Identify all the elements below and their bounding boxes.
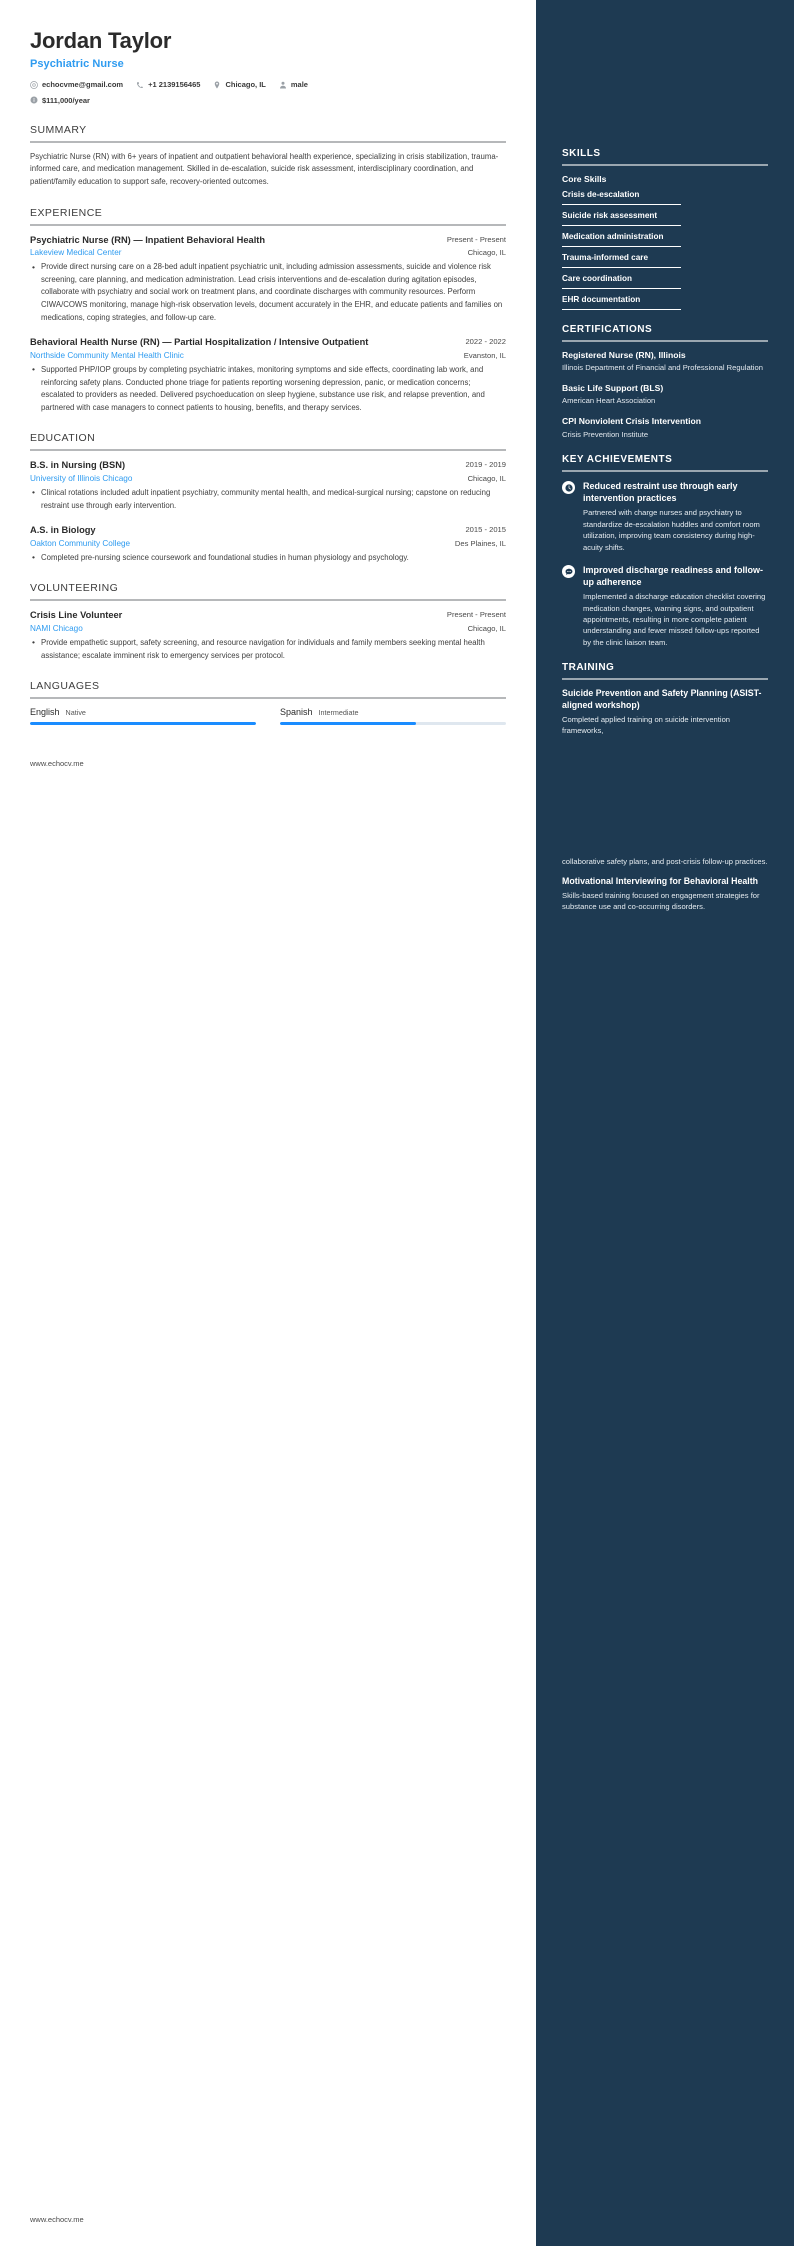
achievement-item bbox=[562, 564, 768, 648]
page-title: Jordan Taylor bbox=[30, 28, 172, 53]
achievement-item bbox=[562, 480, 768, 553]
list-item: • Provide empathetic support, safety screening, and resource navigation for individuals and family members seeking mental health assistance; escalate imminent risk to emergency services per protocol. bbox=[41, 637, 506, 662]
education-location: Chicago, IL bbox=[467, 473, 506, 483]
volunteering-organization[interactable]: NAMI Chicago bbox=[30, 623, 83, 633]
education-school[interactable]: University of Illinois Chicago bbox=[30, 473, 133, 483]
contact-email-text: echocvme@gmail.com bbox=[42, 80, 124, 90]
experience-bullets bbox=[30, 261, 506, 324]
training-item bbox=[562, 688, 768, 736]
achievement-description: Implemented a discharge education checklist covering medication changes, warning signs, and outpatient appointments, resulting in more complete patient understanding and fewer missed follow-ups reported by the clinic liaison team. bbox=[583, 592, 766, 647]
experience-entry bbox=[30, 336, 506, 414]
language-level: Intermediate bbox=[318, 708, 359, 718]
contact-phone-text: +1 2139156465 bbox=[148, 80, 201, 90]
page-break-spacer bbox=[562, 744, 768, 856]
education-entry bbox=[30, 524, 506, 564]
list-item: • Clinical rotations included adult inpatient psychiatry, community mental health, and medical-surgical nursing; capstone on reducing restraint use through early intervention. bbox=[41, 487, 506, 512]
volunteering-role: Crisis Line Volunteer bbox=[30, 610, 123, 621]
contact-location-text: Chicago, IL bbox=[225, 80, 266, 90]
language-name: English bbox=[30, 707, 60, 718]
divider bbox=[30, 599, 506, 601]
training-item bbox=[562, 876, 768, 913]
skill-item: Trauma-informed care bbox=[562, 253, 681, 268]
location-pin-icon bbox=[213, 81, 221, 89]
sidebar-section-certifications bbox=[562, 324, 768, 440]
section-summary bbox=[30, 124, 506, 189]
education-dates: 2015 - 2015 bbox=[465, 525, 506, 535]
job-headline: Psychiatric Nurse bbox=[30, 58, 124, 71]
education-degree: B.S. in Nursing (BSN) bbox=[30, 460, 126, 471]
training-heading: TRAINING bbox=[562, 662, 615, 674]
language-item bbox=[30, 707, 256, 725]
chat-bubble-icon bbox=[562, 565, 575, 578]
contact-gender-text: male bbox=[290, 80, 308, 90]
experience-location: Chicago, IL bbox=[467, 248, 506, 258]
sidebar-section-skills bbox=[562, 148, 768, 310]
skills-heading: SKILLS bbox=[562, 148, 601, 159]
education-degree: A.S. in Biology bbox=[30, 525, 96, 536]
achievement-title: Improved discharge readiness and follow-up adherence bbox=[583, 565, 764, 588]
skill-item: EHR documentation bbox=[562, 295, 681, 310]
language-progress-bar bbox=[30, 722, 256, 725]
experience-heading: EXPERIENCE bbox=[30, 206, 103, 219]
experience-bullets bbox=[30, 364, 506, 415]
languages-heading: LANGUAGES bbox=[30, 680, 100, 693]
experience-role: Psychiatric Nurse (RN) — Inpatient Behavioral Health bbox=[30, 234, 266, 245]
training-description: Skills-based training focused on engagement strategies for substance use and co-occurring disorders. bbox=[562, 890, 760, 911]
phone-icon bbox=[136, 81, 144, 89]
certification-issuer: Crisis Prevention Institute bbox=[562, 429, 649, 439]
training-description-continued: collaborative safety plans, and post-crisis follow-up practices. bbox=[562, 857, 768, 867]
email-icon bbox=[30, 81, 38, 89]
certifications-heading: CERTIFICATIONS bbox=[562, 324, 653, 335]
footer-url[interactable]: www.echocv.me bbox=[30, 759, 84, 769]
skill-item: Care coordination bbox=[562, 274, 681, 289]
volunteering-dates: Present - Present bbox=[446, 610, 506, 620]
volunteering-location: Chicago, IL bbox=[467, 623, 506, 633]
training-description: Completed applied training on suicide intervention frameworks, bbox=[562, 714, 731, 736]
experience-entry bbox=[30, 234, 506, 325]
divider bbox=[30, 449, 506, 451]
certification-issuer: Illinois Department of Financial and Professional Regulation bbox=[562, 363, 763, 373]
certification-name: Registered Nurse (RN), Illinois bbox=[562, 350, 686, 360]
education-heading: EDUCATION bbox=[30, 432, 96, 445]
skills-group-label: Core Skills bbox=[562, 174, 607, 184]
clock-icon bbox=[562, 481, 575, 494]
sidebar-section-training bbox=[562, 662, 768, 912]
section-languages bbox=[30, 680, 506, 725]
certification-item bbox=[562, 383, 768, 407]
education-bullets bbox=[30, 487, 506, 512]
divider bbox=[30, 141, 506, 143]
languages-grid bbox=[30, 707, 506, 725]
person-icon bbox=[279, 81, 287, 89]
divider bbox=[30, 224, 506, 226]
skill-item: Medication administration bbox=[562, 232, 681, 247]
skill-item: Suicide risk assessment bbox=[562, 211, 681, 226]
education-bullets bbox=[30, 552, 506, 565]
training-name: Suicide Prevention and Safety Planning (ASIST-aligned workshop) bbox=[562, 688, 762, 710]
certification-item bbox=[562, 416, 768, 440]
summary-heading: SUMMARY bbox=[30, 123, 87, 136]
volunteering-entry bbox=[30, 609, 506, 662]
volunteering-bullets bbox=[30, 637, 506, 662]
sidebar bbox=[536, 0, 794, 2246]
list-item: • Completed pre-nursing science coursework and foundational studies in human physiology and psychology. bbox=[41, 552, 506, 565]
language-level: Native bbox=[65, 708, 86, 718]
contact-gender bbox=[279, 79, 308, 90]
certification-item bbox=[562, 350, 768, 374]
info-icon bbox=[30, 96, 38, 104]
summary-text: Psychiatric Nurse (RN) with 6+ years of inpatient and outpatient behavioral health experience, specializing in crisis stabilization, trauma-informed care, and medication management. Skilled in de-escalation, suicide risk assessment, interdisciplinary coordination, and patient/family education to support safe, recovery-oriented outcomes. bbox=[30, 151, 499, 187]
list-item: • Supported PHP/IOP groups by completing psychiatric intakes, monitoring symptoms and side effects, coordinating lab work, and reinforcing safety plans. Conducted phone triage for patients reporting worsening depression, panic, or medication concerns; escalated to providers as needed. Delivered psychoeducation on sleep hygiene, substance use risk, and relapse prevention, and partnered with case managers to connect patients to housing, benefits, and therapy services. bbox=[41, 364, 506, 415]
section-experience bbox=[30, 207, 506, 415]
contact-location bbox=[213, 79, 265, 90]
section-volunteering bbox=[30, 582, 506, 662]
list-item: • Provide direct nursing care on a 28-bed adult inpatient psychiatric unit, including admission assessments, suicide and violence risk screening, care planning, and medication administration. Lead crisis interventions and de-escalation during agitation episodes, collaborate with psychiatry and social work on treatment plans, and coordinate discharges with community resources. Perform CIWA/COWS monitoring, manage high-risk observation levels, document accurately in the EHR, and educate patients and families on medications, coping strategies, and follow-up care. bbox=[41, 261, 506, 324]
section-education bbox=[30, 432, 506, 564]
achievement-title: Reduced restraint use through early intervention practices bbox=[583, 481, 738, 504]
certification-name: Basic Life Support (BLS) bbox=[562, 383, 664, 394]
training-item-continued bbox=[562, 856, 768, 867]
experience-role: Behavioral Health Nurse (RN) — Partial Hospitalization / Intensive Outpatient bbox=[30, 337, 369, 348]
experience-location: Evanston, IL bbox=[463, 350, 506, 360]
contact-phone bbox=[136, 79, 200, 90]
education-dates: 2019 - 2019 bbox=[465, 460, 506, 470]
divider bbox=[30, 697, 506, 699]
language-progress-bar bbox=[280, 722, 506, 725]
contact-email bbox=[30, 79, 123, 90]
language-progress-fill bbox=[30, 722, 256, 725]
experience-organization[interactable]: Lakeview Medical Center bbox=[30, 248, 122, 258]
contact-salary bbox=[30, 95, 506, 106]
education-school[interactable]: Oakton Community College bbox=[30, 538, 131, 548]
skill-item: Crisis de-escalation bbox=[562, 190, 681, 205]
divider bbox=[562, 678, 768, 680]
experience-organization[interactable]: Northside Community Mental Health Clinic bbox=[30, 350, 184, 360]
volunteering-heading: VOLUNTEERING bbox=[30, 582, 119, 595]
education-location: Des Plaines, IL bbox=[454, 538, 506, 548]
language-progress-fill bbox=[280, 722, 416, 725]
divider bbox=[562, 470, 768, 472]
language-name: Spanish bbox=[280, 707, 313, 718]
contact-row bbox=[30, 79, 506, 106]
sidebar-section-achievements bbox=[562, 454, 768, 648]
achievements-heading: KEY ACHIEVEMENTS bbox=[562, 454, 673, 466]
language-item bbox=[280, 707, 506, 725]
contact-salary-text: $111,000/year bbox=[42, 95, 90, 105]
experience-dates: Present - Present bbox=[446, 234, 506, 244]
certification-issuer: American Heart Association bbox=[562, 396, 656, 406]
footer-url-bottom[interactable]: www.echocv.me bbox=[30, 2215, 84, 2224]
divider bbox=[562, 340, 768, 342]
education-entry bbox=[30, 459, 506, 512]
certification-name: CPI Nonviolent Crisis Intervention bbox=[562, 416, 701, 427]
divider bbox=[562, 164, 768, 166]
training-name: Motivational Interviewing for Behavioral Health bbox=[562, 875, 759, 886]
achievement-description: Partnered with charge nurses and psychiatry to standardize de-escalation huddles and comfort room utilization, improving team consistency during high-acuity shifts. bbox=[583, 508, 760, 552]
experience-dates: 2022 - 2022 bbox=[465, 337, 506, 347]
